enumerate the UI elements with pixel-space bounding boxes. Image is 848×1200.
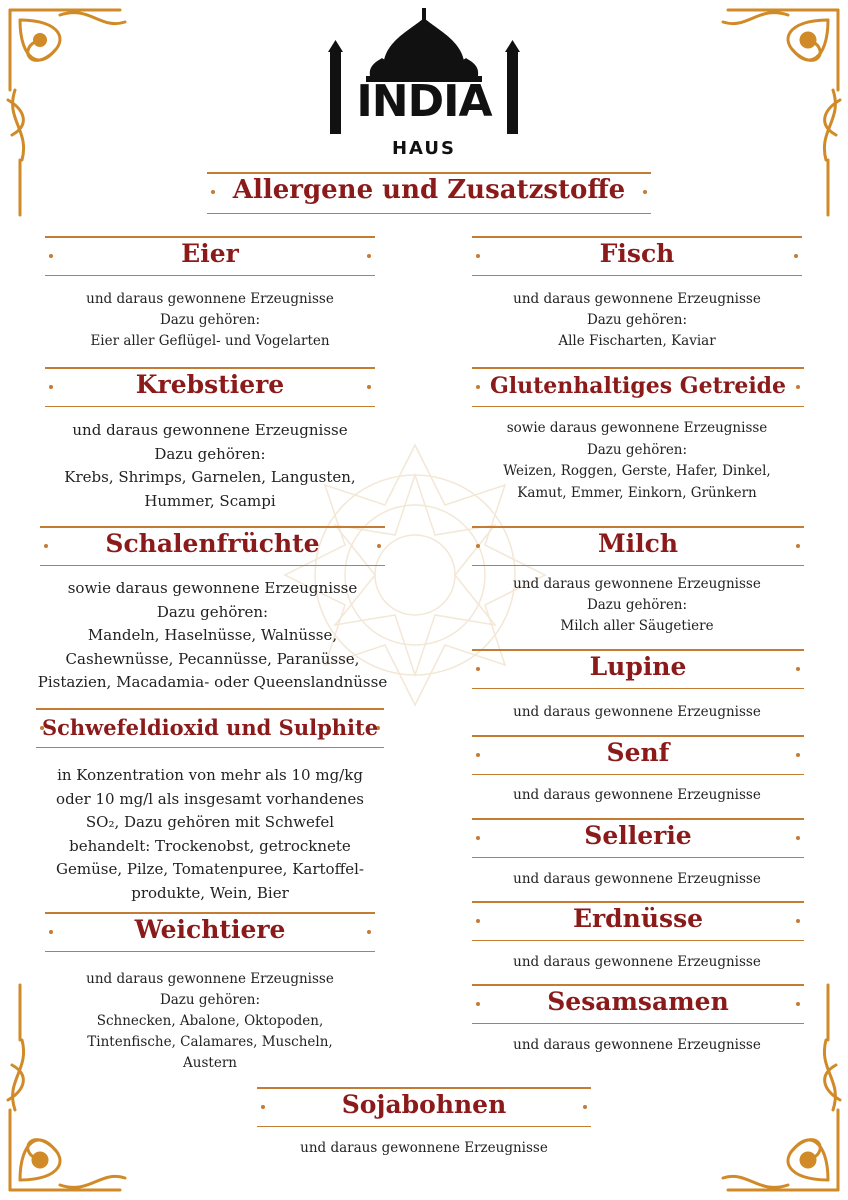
section-body-erdnuesse	[472, 952, 802, 973]
section-title-schwefeldioxid: Schwefeldioxid und Sulphite	[41, 715, 379, 740]
body-line: Milch aller Säugetiere	[560, 618, 714, 634]
section-header-krebstiere	[45, 367, 375, 407]
section-body-milch	[472, 574, 802, 637]
section-body-krebstiere	[45, 419, 375, 513]
body-line: Mandeln, Haselnüsse, Walnüsse,	[87, 626, 338, 644]
section-title-senf: Senf	[606, 738, 670, 767]
body-line: Dazu gehören:	[159, 992, 261, 1008]
body-line: Dazu gehören:	[159, 312, 261, 328]
body-line: oder 10 mg/l als insgesamt vorhandenes	[56, 789, 364, 808]
body-line: und daraus gewonnene Erzeugnisse	[513, 1037, 761, 1053]
section-header-glutenhaltiges-getreide	[472, 367, 804, 407]
section-title-glutenhaltiges-getreide: Glutenhaltiges Getreide	[489, 373, 787, 399]
section-title-weichtiere: Weichtiere	[134, 915, 286, 944]
corner-ornament-top-right	[698, 0, 848, 220]
section-body-lupine	[472, 702, 802, 723]
body-line: Eier aller Geflügel- und Vogelarten	[90, 333, 330, 349]
body-line: und daraus gewonnene Erzeugnisse	[513, 291, 761, 307]
body-line: produkte, Wein, Bier	[131, 883, 289, 902]
section-body-glutenhaltiges-getreide	[472, 418, 802, 504]
body-line: Tintenfische, Calamares, Muscheln,	[87, 1034, 333, 1050]
body-line: und daraus gewonnene Erzeugnisse	[300, 1140, 548, 1156]
body-line: und daraus gewonnene Erzeugnisse	[513, 704, 761, 720]
page-title: Allergene und Zusatzstoffe	[232, 175, 626, 205]
india-haus-logo	[318, 4, 530, 164]
section-title-erdnuesse: Erdnüsse	[572, 904, 704, 933]
page-title-banner	[207, 172, 651, 214]
body-line: und daraus gewonnene Erzeugnisse	[513, 871, 761, 887]
body-line: SO₂, Dazu gehören mit Schwefel	[85, 813, 335, 831]
body-line: Cashewnüsse, Pecannüsse, Paranüsse,	[65, 649, 360, 668]
body-line: Dazu gehören:	[156, 602, 269, 621]
section-body-weichtiere	[45, 969, 375, 1074]
corner-ornament-top-left	[0, 0, 150, 220]
body-line: Krebs, Shrimps, Garnelen, Langusten,	[64, 468, 356, 486]
section-header-schwefeldioxid	[36, 708, 384, 748]
section-title-lupine: Lupine	[589, 652, 687, 681]
section-header-milch	[472, 526, 804, 566]
section-header-sesamsamen	[472, 984, 804, 1024]
body-line: sowie daraus gewonnene Erzeugnisse	[506, 420, 768, 436]
section-title-milch: Milch	[597, 529, 679, 558]
section-header-weichtiere	[45, 912, 375, 952]
body-line: sowie daraus gewonnene Erzeugnisse	[67, 579, 358, 597]
body-line: und daraus gewonnene Erzeugnisse	[513, 787, 761, 803]
body-line: Hummer, Scampi	[144, 491, 276, 510]
section-body-sesamsamen	[472, 1035, 802, 1056]
section-body-schalenfruechte	[30, 577, 395, 695]
body-line: Schnecken, Abalone, Oktopoden,	[96, 1013, 324, 1029]
brand-subtitle: HAUS	[391, 138, 457, 159]
body-line: Dazu gehören:	[586, 312, 688, 328]
brand-name: INDIA	[356, 76, 492, 127]
section-title-sellerie: Sellerie	[584, 821, 692, 850]
section-header-sojabohnen	[257, 1087, 591, 1127]
section-body-eier	[45, 289, 375, 352]
body-line: in Konzentration von mehr als 10 mg/kg	[57, 766, 363, 784]
section-body-schwefeldioxid	[40, 764, 380, 905]
section-header-fisch	[472, 236, 802, 276]
section-header-eier	[45, 236, 375, 276]
section-title-krebstiere: Krebstiere	[135, 370, 285, 399]
body-line: Austern	[183, 1055, 237, 1071]
section-body-senf	[472, 785, 802, 806]
body-line: und daraus gewonnene Erzeugnisse	[86, 971, 334, 987]
body-line: Dazu gehören:	[154, 444, 266, 463]
section-title-fisch: Fisch	[599, 239, 675, 268]
section-header-schalenfruechte	[40, 526, 385, 566]
section-title-sojabohnen: Sojabohnen	[341, 1090, 507, 1119]
section-body-sellerie	[472, 869, 802, 890]
body-line: Weizen, Roggen, Gerste, Hafer, Dinkel,	[503, 463, 771, 479]
section-header-erdnuesse	[472, 901, 804, 941]
body-line: Dazu gehören:	[586, 441, 688, 458]
section-body-fisch	[472, 289, 802, 352]
section-header-sellerie	[472, 818, 804, 858]
section-body-sojabohnen	[257, 1138, 591, 1159]
body-line: Dazu gehören:	[586, 597, 688, 613]
section-title-schalenfruechte: Schalenfrüchte	[105, 529, 320, 558]
body-line: und daraus gewonnene Erzeugnisse	[513, 576, 761, 592]
body-line: Alle Fischarten, Kaviar	[558, 333, 716, 349]
body-line: und daraus gewonnene Erzeugnisse	[72, 421, 348, 439]
section-header-senf	[472, 735, 804, 775]
body-line: und daraus gewonnene Erzeugnisse	[513, 954, 761, 970]
section-header-lupine	[472, 649, 804, 689]
body-line: und daraus gewonnene Erzeugnisse	[86, 291, 334, 307]
section-title-sesamsamen: Sesamsamen	[547, 987, 729, 1016]
body-line: Pistazien, Macadamia- oder Queenslandnüsse	[37, 673, 388, 691]
section-title-eier: Eier	[181, 239, 239, 268]
body-line: Kamut, Emmer, Einkorn, Grünkern	[517, 484, 757, 501]
body-line: behandelt: Trockenobst, getrocknete	[69, 836, 351, 855]
body-line: Gemüse, Pilze, Tomatenpuree, Kartoffel-	[56, 860, 364, 878]
